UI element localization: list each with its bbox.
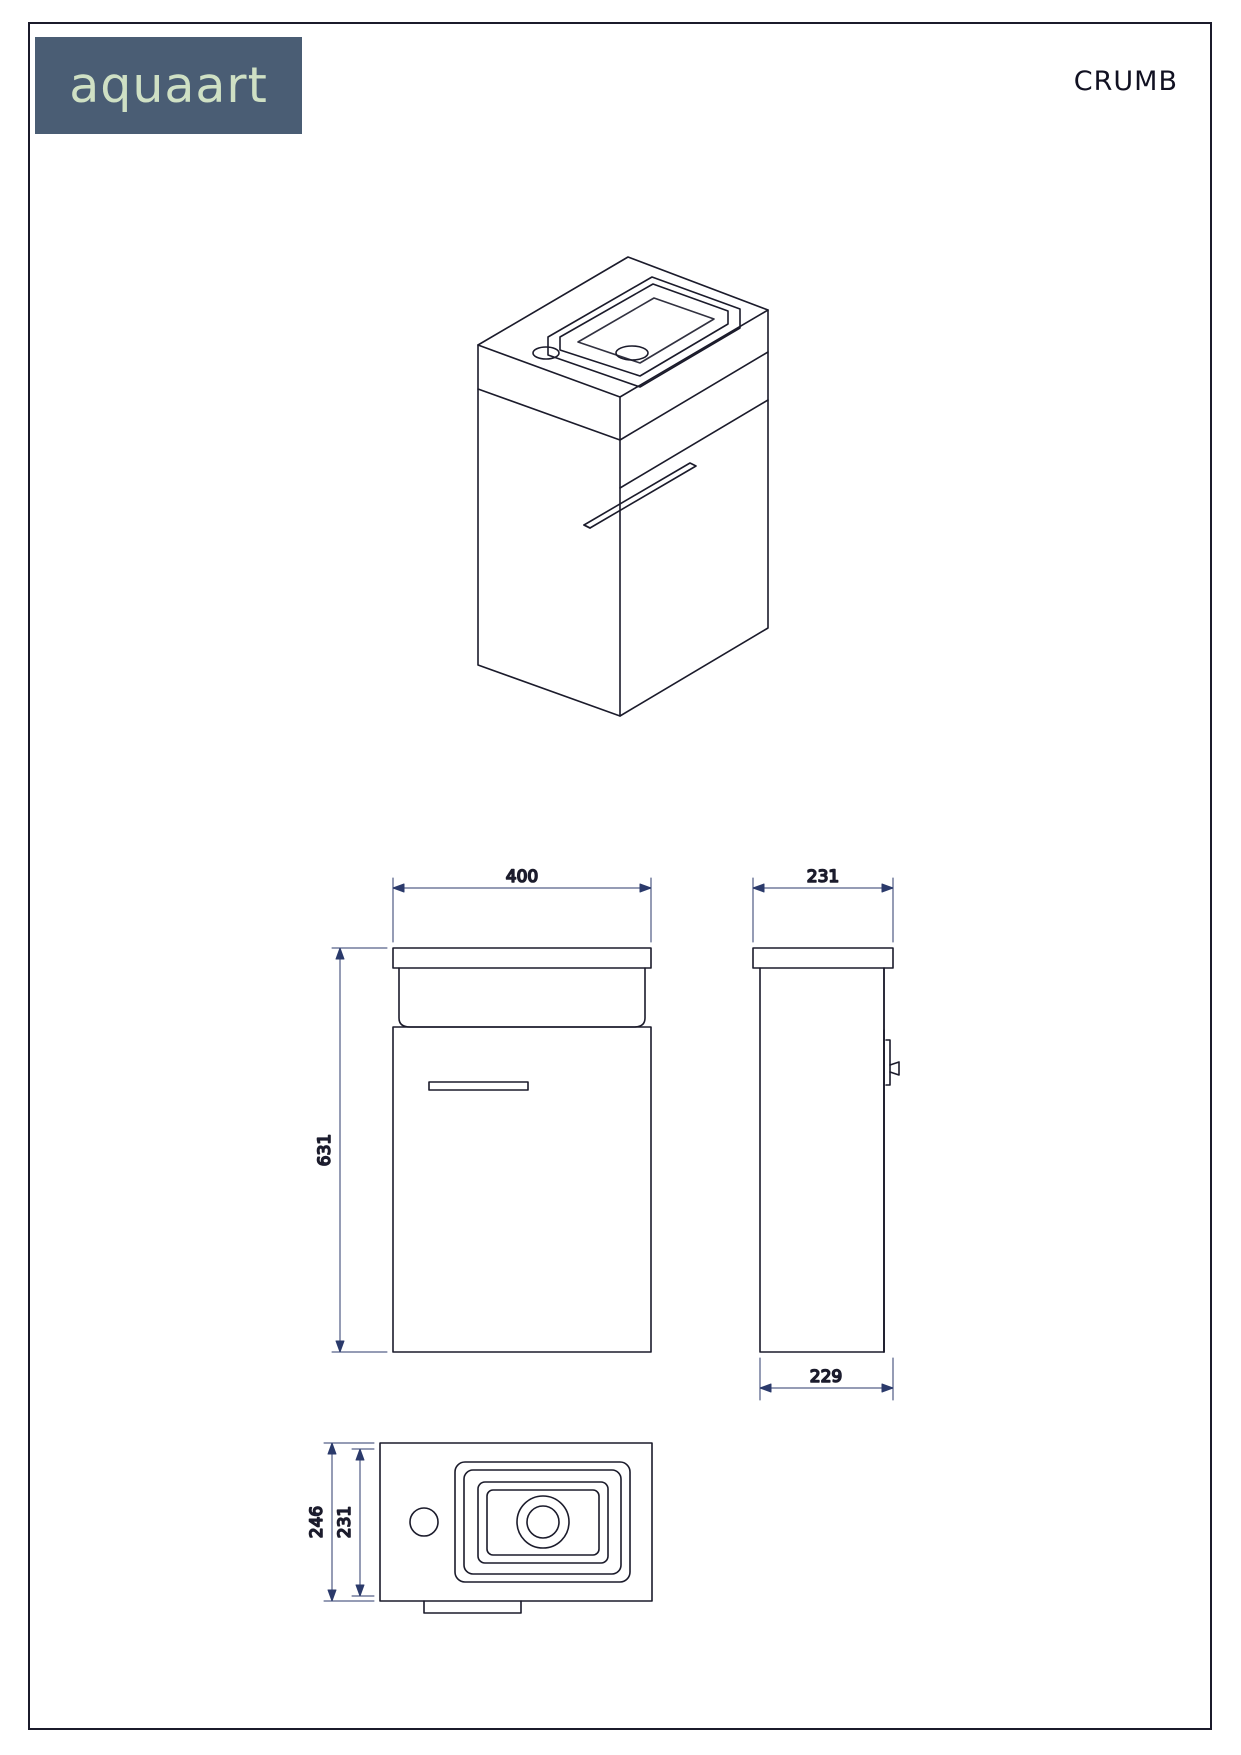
dimension-label-front-width: 400 [505,867,539,887]
dimension-label-front-height: 631 [315,1133,335,1167]
page-title: CRUMB [1073,66,1178,97]
isometric-view [478,257,768,716]
dimension-label-top-overall-depth: 246 [307,1505,327,1539]
side-view [753,948,899,1352]
brand-logo-text: aquaart [69,57,268,114]
dimension-label-side-bottom-depth: 229 [809,1367,843,1387]
dimension-top-inner-depth [352,1449,374,1596]
top-view [380,1443,652,1613]
dimension-side-top-depth [753,878,893,942]
dimension-front-height [332,948,387,1352]
dimension-label-side-top-depth: 231 [806,867,840,887]
dimension-label-top-inner-depth: 231 [335,1505,355,1539]
front-view [393,948,651,1352]
dimension-front-width [393,878,651,942]
